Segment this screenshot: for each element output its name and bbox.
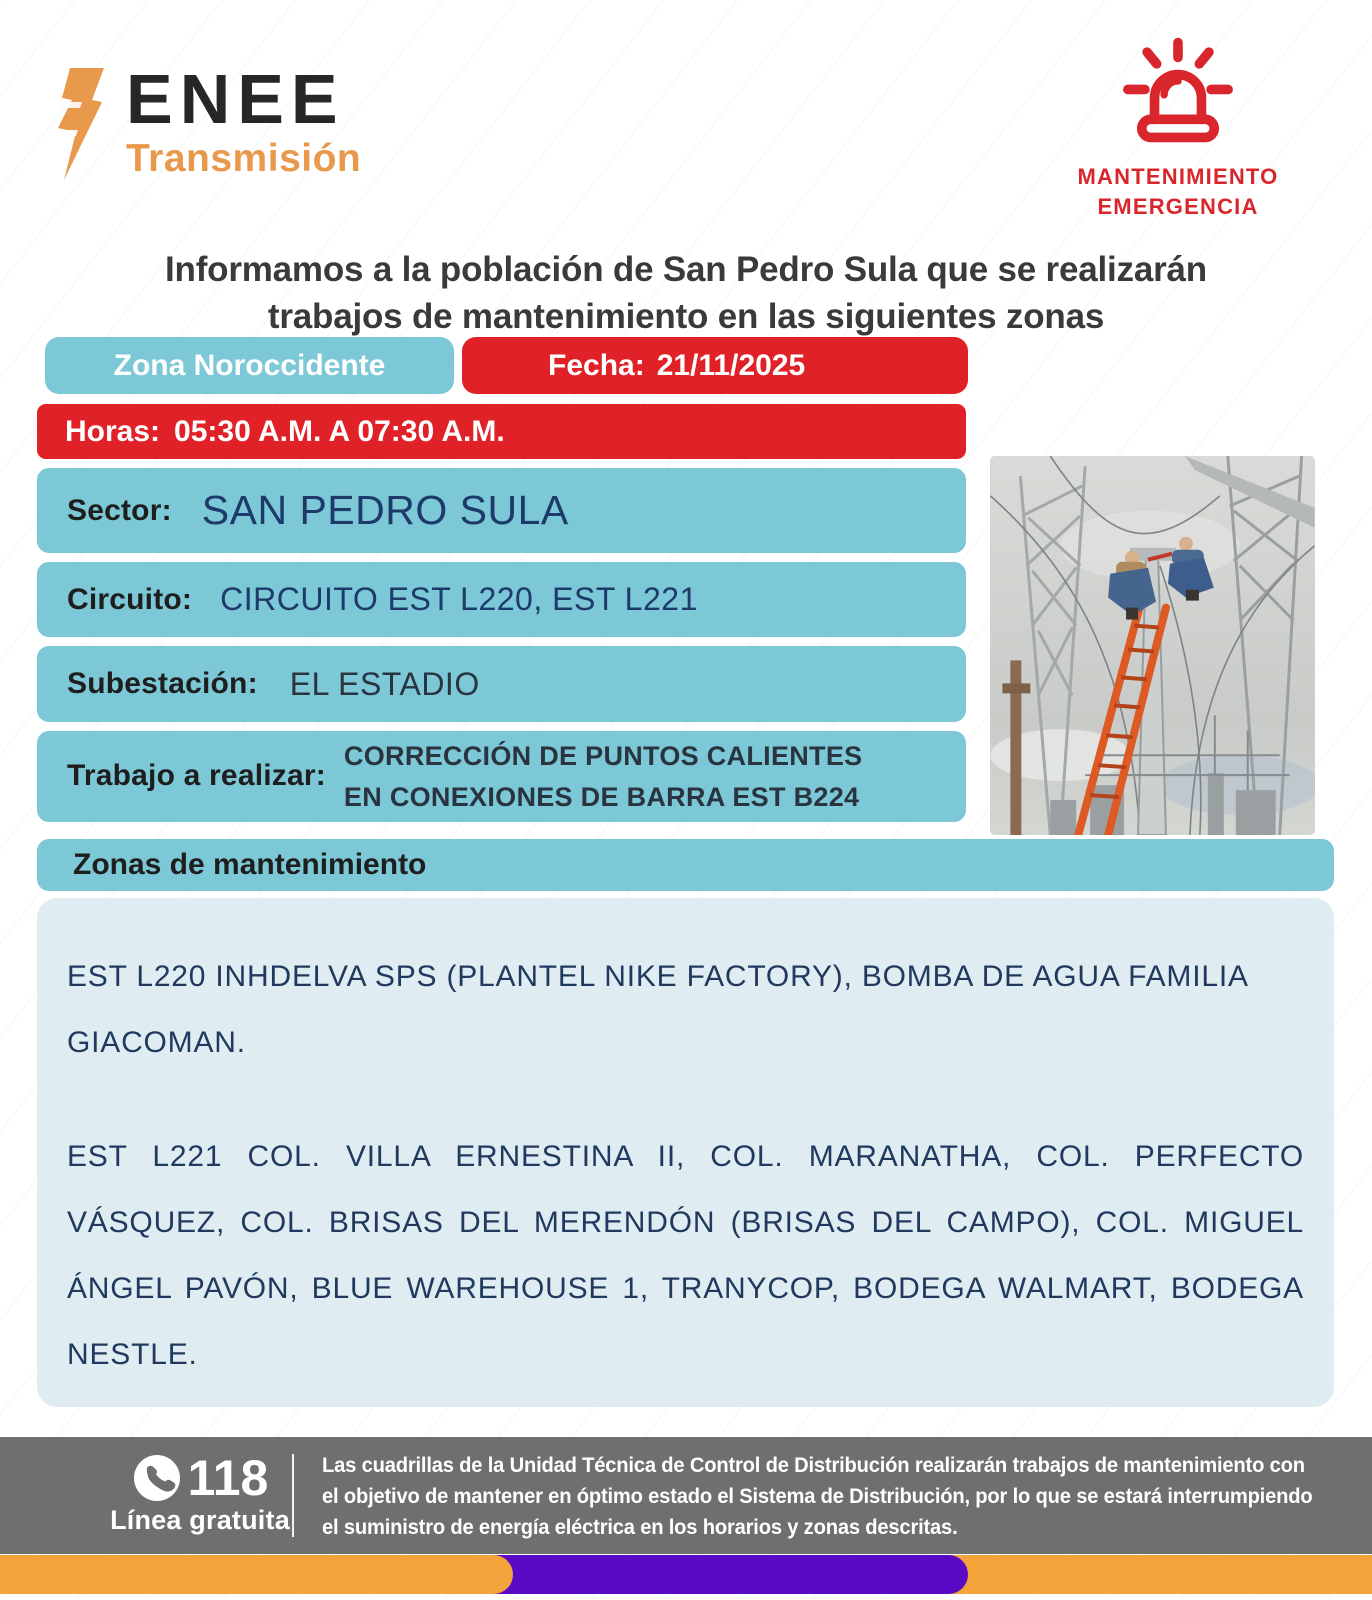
logo-text bbox=[126, 60, 362, 181]
enee-logo bbox=[52, 60, 362, 182]
heading-line-1: Informamos a la población de San Pedro Sula que se realizarán bbox=[164, 250, 1207, 289]
footer-bar bbox=[0, 1437, 1372, 1554]
work-value-line-2: EN CONEXIONES DE BARRA EST B224 bbox=[343, 781, 860, 812]
zones-title: Zonas de mantenimiento bbox=[73, 848, 427, 881]
hours-value: 05:30 A.M. A 07:30 A.M. bbox=[174, 414, 505, 448]
substation-photo bbox=[990, 456, 1315, 835]
brand-name: ENEE bbox=[126, 60, 345, 138]
zones-panel bbox=[37, 898, 1334, 1407]
emergency-line-2: EMERGENCIA bbox=[1097, 193, 1259, 219]
circuit-value: CIRCUITO EST L220, EST L221 bbox=[220, 581, 698, 617]
sector-label: Sector: bbox=[67, 493, 172, 527]
phone-icon bbox=[132, 1453, 182, 1503]
phone-caption: Línea gratuita bbox=[110, 1505, 290, 1535]
zone-badge-label: Zona Noroccidente bbox=[113, 348, 386, 382]
announcement-heading bbox=[0, 246, 1372, 341]
date-badge bbox=[462, 337, 968, 394]
lightning-bolt-icon bbox=[52, 66, 110, 182]
circuit-label: Circuito: bbox=[67, 582, 193, 616]
zones-paragraph-2: EST L221 COL. VILLA ERNESTINA II, COL. MARANATHA, COL. PERFECTO VÁSQUEZ, COL. BRISAS DEL MERENDÓN (BRISAS DEL CAMPO), COL. MIGUEL ÁNGEL PAVÓN, BLUE WAREHOUSE 1, TRANYCOP, BODEGA WALMART, BODEGA NESTLE. bbox=[67, 1140, 1304, 1371]
substation-label: Subestación: bbox=[67, 667, 258, 700]
footer-message-line-1: Las cuadrillas de la Unidad Técnica de Control de Distribución realizarán trabajos de mantenimiento con bbox=[322, 1454, 1305, 1477]
work-value-line-1: CORRECCIÓN DE PUNTOS CALIENTES bbox=[343, 741, 863, 771]
work-label: Trabajo a realizar: bbox=[67, 759, 326, 793]
brand-subtitle: Transmisión bbox=[126, 136, 362, 180]
hours-label: Horas: bbox=[65, 414, 161, 448]
sector-row bbox=[37, 468, 966, 553]
date-value: 21/11/2025 bbox=[656, 348, 806, 382]
zones-paragraph-1: EST L220 INHDELVA SPS (PLANTEL NIKE FACTORY), BOMBA DE AGUA FAMILIA GIACOMAN. bbox=[67, 960, 1248, 1059]
emergency-maintenance-badge bbox=[1038, 34, 1318, 221]
footer-message bbox=[322, 1450, 1325, 1543]
heading-line-2: trabajos de mantenimiento en las siguientes zonas bbox=[267, 297, 1105, 337]
siren-icon bbox=[1114, 34, 1242, 162]
circuit-row bbox=[37, 562, 966, 637]
substation-row bbox=[37, 646, 966, 722]
zone-badge bbox=[45, 337, 454, 394]
footer-message-line-2: el objetivo de mantener en óptimo estado el Sistema de Distribución, por lo que se estará interrumpiendo bbox=[322, 1485, 1313, 1509]
phone-block bbox=[100, 1450, 300, 1536]
emergency-line-1: MANTENIMIENTO bbox=[1077, 164, 1279, 189]
hours-bar bbox=[37, 404, 966, 459]
phone-number: 118 bbox=[187, 1450, 269, 1506]
sector-value: SAN PEDRO SULA bbox=[201, 487, 569, 533]
work-row bbox=[37, 731, 966, 822]
footer-message-line-3: el suministro de energía eléctrica en los horarios y zonas descritas. bbox=[322, 1516, 958, 1540]
date-label: Fecha: bbox=[548, 348, 645, 382]
work-value bbox=[344, 736, 863, 817]
substation-value: EL ESTADIO bbox=[289, 665, 480, 702]
footer-divider bbox=[292, 1454, 294, 1537]
zones-section-header bbox=[37, 839, 1334, 891]
bottom-strip-orange bbox=[0, 1555, 513, 1594]
